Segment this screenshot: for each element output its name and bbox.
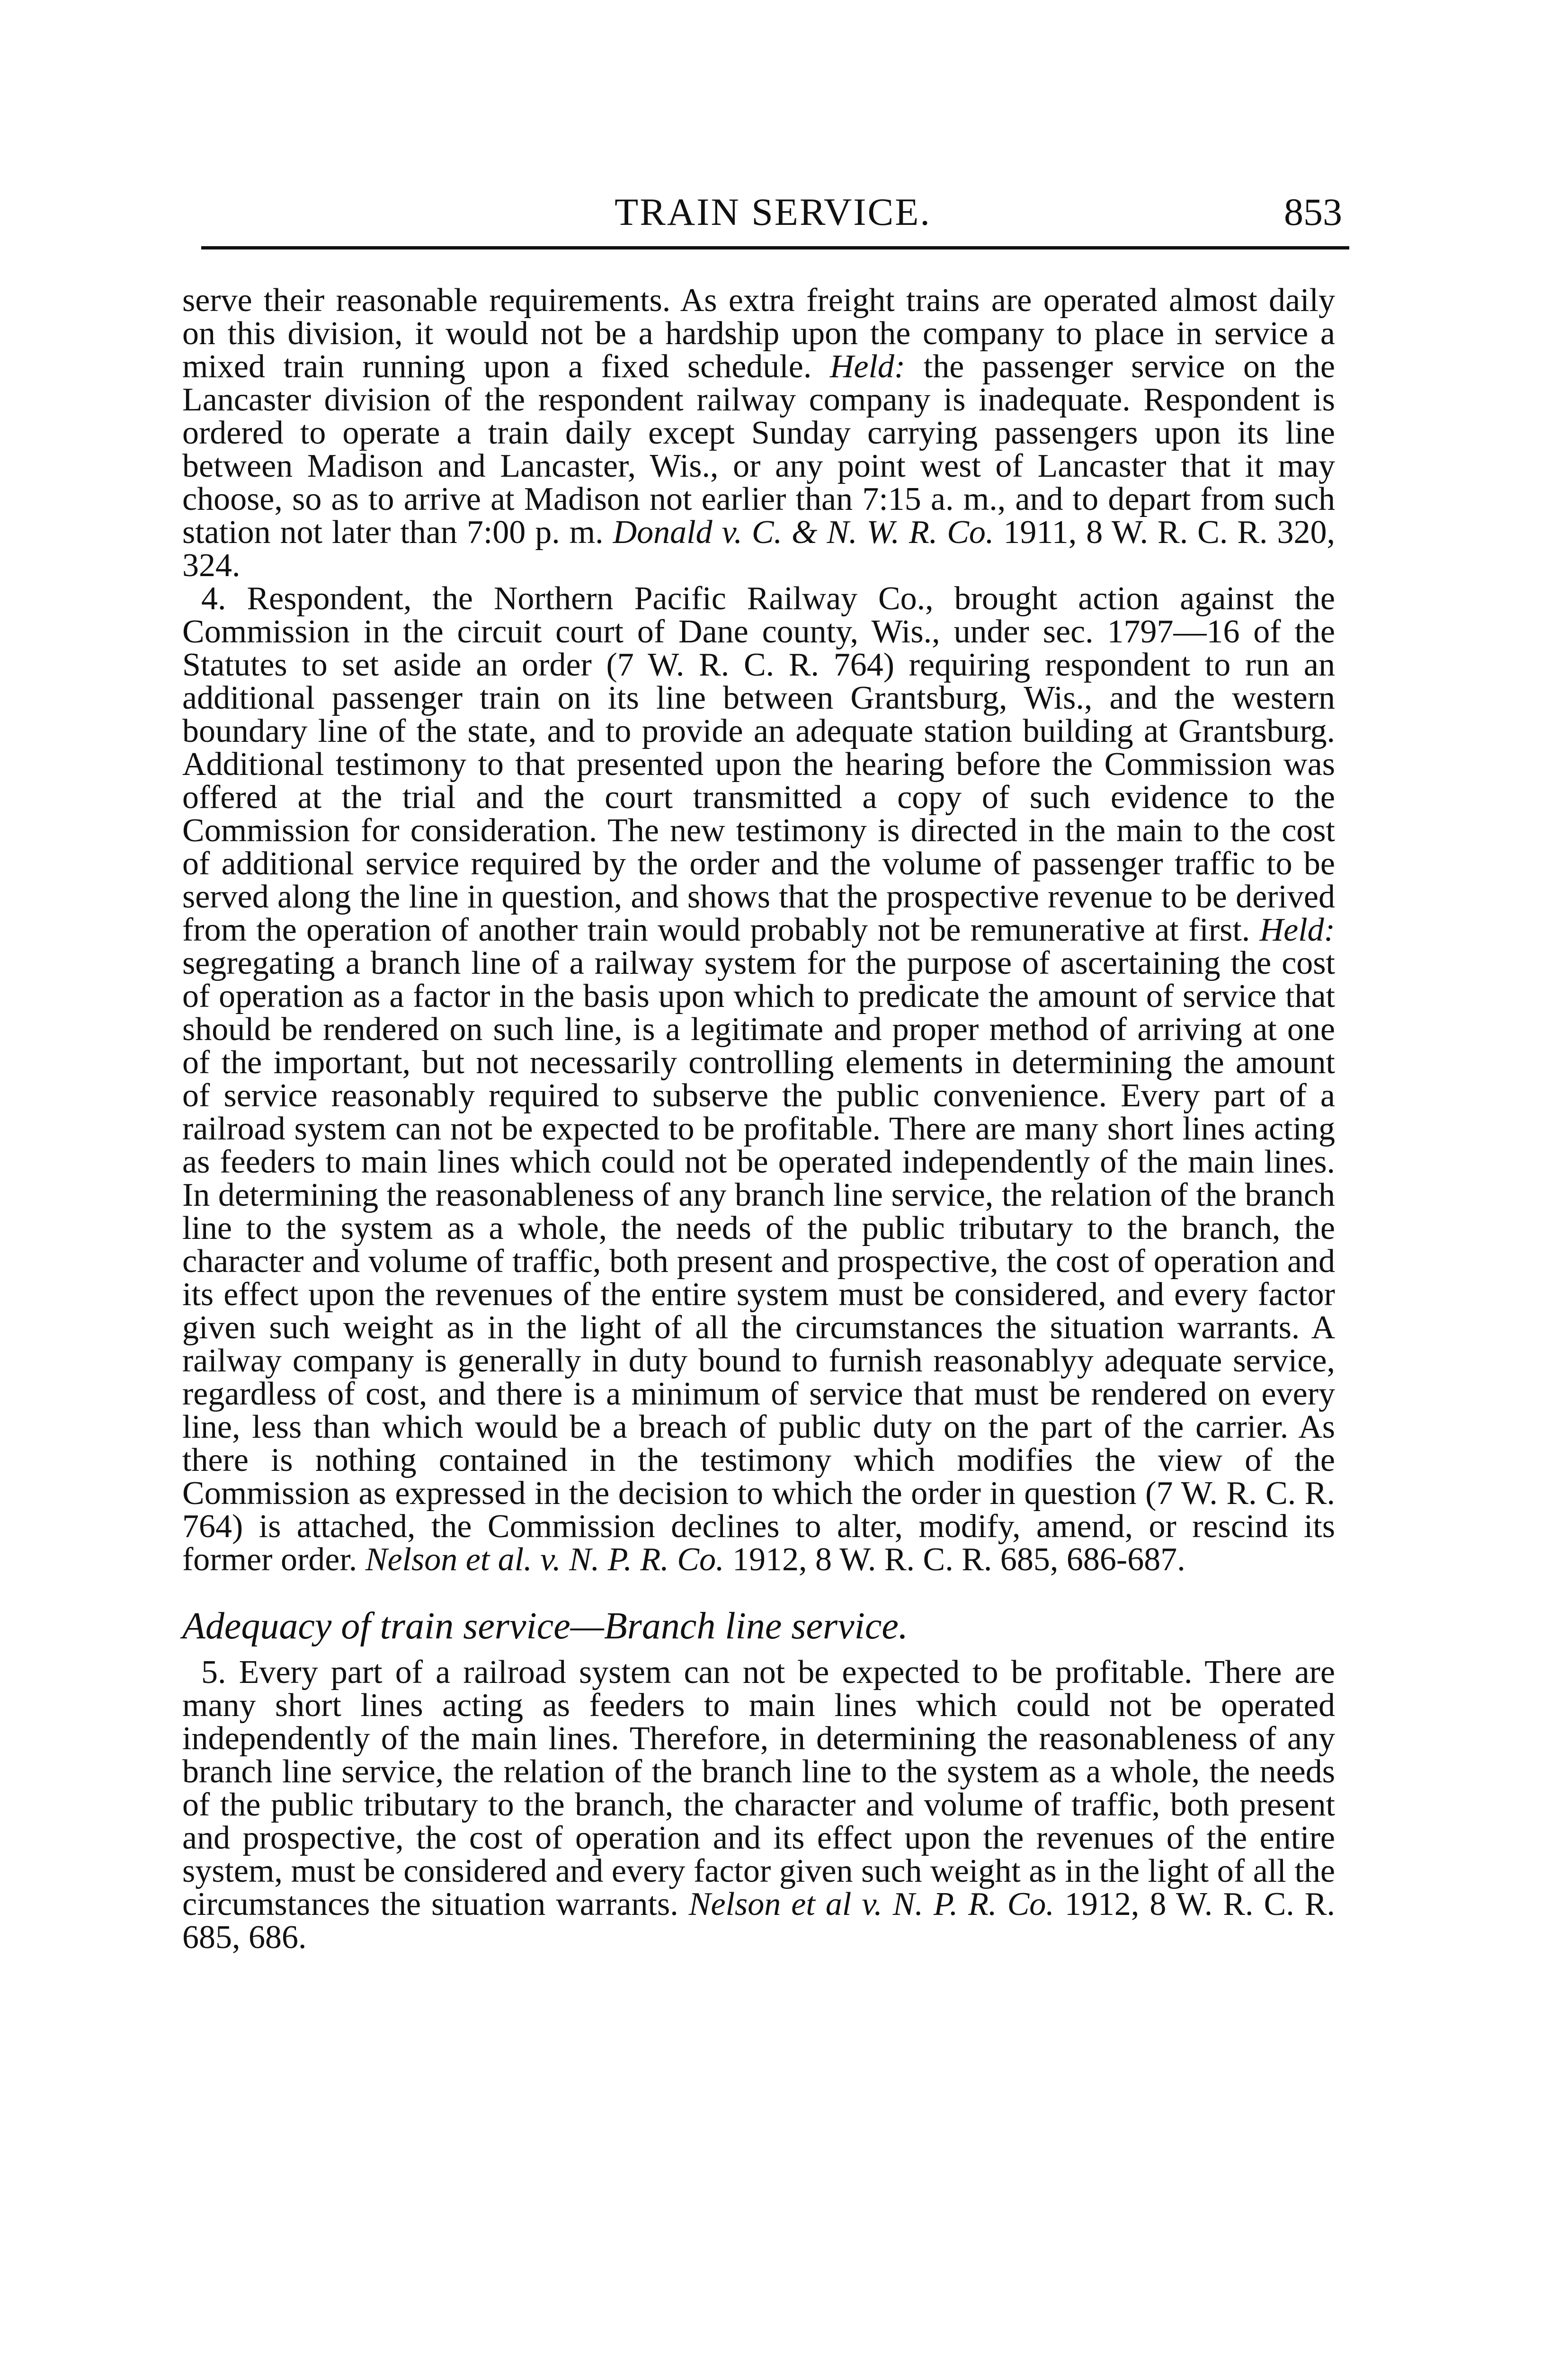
held-label: Held: — [829, 348, 906, 385]
section-heading: Adequacy of train service—Branch line service. — [182, 1605, 908, 1647]
text-segment: 1912, 8 W. R. C. R. 685, 686. — [182, 1886, 1335, 1956]
running-head: TRAIN SERVICE. — [615, 190, 931, 233]
text-segment: 1912, 8 W. R. C. R. 685, 686-687. — [724, 1541, 1185, 1578]
text-segment: serve their reasonable requirements. As extra freight trains are operated almost daily on this division, it would not be a hardship upon the company to place in service a mixed train running upon a fixed schedule. — [182, 282, 1335, 385]
text-segment: the passenger service on the Lancaster division of the respondent railway company is inadequate. Respondent is ordered to operate a train daily except Sunday carrying passengers upon its line between Madison and Lancaster, Wis., or any point west of Lancaster that it may choose, so as to arrive at Madison not earlier than 7:15 a. m., and to depart from such station not later than 7:00 p. m. — [182, 348, 1336, 551]
page-header — [204, 187, 1342, 237]
held-label: Held: — [1259, 912, 1335, 948]
text-segment: 1911, 8 W. R. C. R. 320, 324. — [182, 514, 1335, 584]
text-segment: 5. Every part of a railroad system can not be expected to be profitable. There are many short lines acting as feeders to main lines which could not be operated independently of the main lines. Therefore, in determining the reasonableness of any branch line service, the relation of the branch line to the system as a whole, the needs of the public tributary to the branch, the character and volume of traffic, both present and prospective, the cost of operation and its effect upon the revenues of the entire system, must be considered and every factor given such weight as in the light of all the circumstances the situation warrants. — [182, 1654, 1335, 1922]
page-body — [182, 284, 1335, 1954]
case-citation: Nelson et al v. N. P. R. Co. — [688, 1886, 1054, 1922]
header-rule — [201, 246, 1349, 249]
paragraph-4 — [182, 582, 1335, 1576]
case-citation: Nelson et al. v. N. P. R. Co. — [365, 1541, 724, 1578]
paragraph-continuation — [182, 284, 1335, 582]
case-citation: Donald v. C. & N. W. R. Co. — [613, 514, 994, 551]
text-segment: segregating a branch line of a railway system for the purpose of ascertaining the cost of operation as a factor in the basis upon which to predicate the amount of service that should be rendered on such line, is a legitimate and proper method of arriving at one of the important, but not necessarily controlling elements in determining the amount of service reasonably required to subserve the public convenience. Every part of a railroad system can not be expected to be profitable. There are many short lines acting as feeders to main lines which could not be operated independently of the main lines. In determining the reasonableness of any branch line service, the relation of the branch line to the system as a whole, the needs of the public tributary to the branch, the character and volume of traffic, both present and prospective, the cost of operation and its effect upon the revenues of the entire system must be considered, and every factor given such weight as in the light of all the circumstances the situation warrants. A railway company is generally in duty bound to furnish reasonablyy adequate service, regardless of cost, and there is a minimum of service that must be rendered on every line, less than which would be a breach of public duty on the part of the carrier. As there is nothing contained in the testimony which modifies the view of the Commission as expressed in the decision to which the order in question (7 W. R. C. R. 764) is attached, the Commission declines to alter, modify, amend, or rescind its former order. — [182, 945, 1335, 1578]
page-number: 853 — [1284, 190, 1342, 233]
text-segment: 4. Respondent, the Northern Pacific Railway Co., brought action against the Commission in the circuit court of Dane county, Wis., under sec. 1797—16 of the Statutes to set aside an order (7 W. R. C. R. 764) requiring respondent to run an additional passenger train on its line between Grantsburg, Wis., and the western boundary line of the state, and to provide an adequate station building at Grantsburg. Additional testimony to that presented upon the hearing before the Commission was offered at the trial and the court transmitted a copy of such evidence to the Commission for consideration. The new testimony is directed in the main to the cost of additional service required by the order and the volume of passenger traffic to be served along the line in question, and shows that the prospective revenue to be derived from the operation of another train would probably not be remunerative at first. — [182, 580, 1335, 948]
paragraph-5 — [182, 1656, 1335, 1954]
